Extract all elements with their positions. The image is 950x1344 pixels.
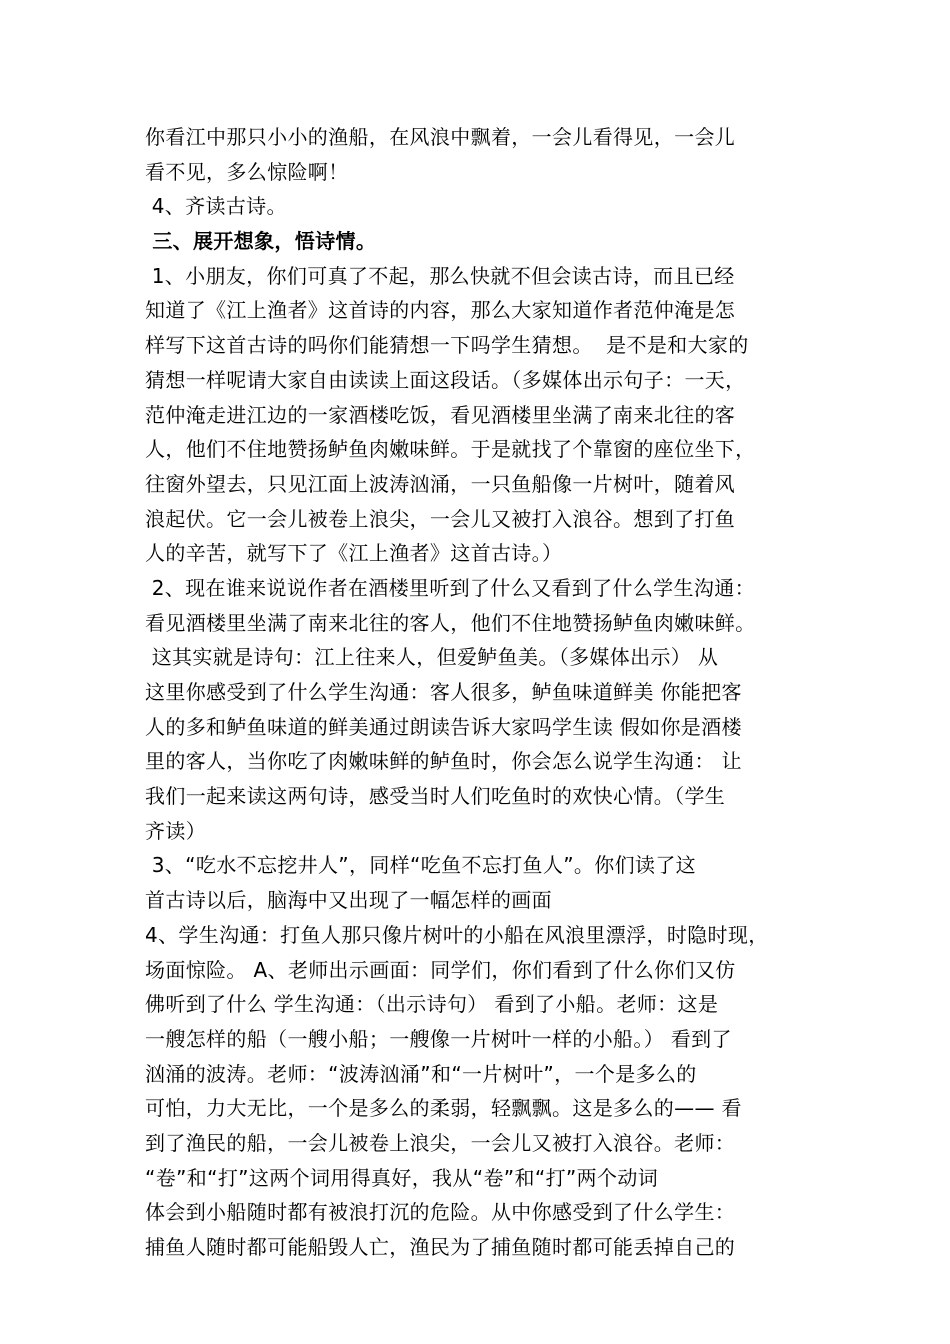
text-line: 佛听到了什么 学生沟通：（出示诗句） 看到了小船。老师：这是 [145,992,719,1017]
text-line: 捕鱼人随时都可能船毁人亡，渔民为了捕鱼随时都可能丢掉自己的 [145,1235,736,1259]
text-line: 看不见，多么惊险啊！ [145,159,349,184]
text-line: 体会到小船随时都有被浪打沉的危险。从中你感受到了什么学生： [145,1200,736,1225]
text-line: 到了渔民的船，一会儿被卷上浪尖，一会儿又被打入浪谷。老师： [145,1130,736,1155]
text-line: 看见酒楼里坐满了南来北往的客人，他们不住地赞扬鲈鱼肉嫩味鲜。 [145,610,756,635]
section-heading: 三、展开想象，悟诗情。 [145,229,377,254]
text-line: 浪起伏。它一会儿被卷上浪尖，一会儿又被打入浪谷。想到了打鱼 [145,506,736,531]
text-line: 范仲淹走进江边的一家酒楼吃饭，看见酒楼里坐满了南来北往的客 [145,402,736,427]
text-line: 人的多和鲈鱼味道的鲜美通过朗读告诉大家吗学生读 假如你是酒楼 [145,714,742,739]
text-line: 首古诗以后，脑海中又出现了一幅怎样的画面 [145,888,552,913]
text-line: 知道了《江上渔者》这首诗的内容，那么大家知道作者范仲淹是怎 [145,298,736,323]
text-line: 我们一起来读这两句诗，感受当时人们吃鱼时的欢快心情。（学生 [145,784,726,809]
text-line: 你看江中那只小小的渔船，在风浪中飘着，一会儿看得见，一会儿 [145,125,736,149]
text-line: 猜想一样呢请大家自由读读上面这段话。（多媒体出示句子：一天， [145,367,746,392]
text-line: 4、齐读古诗。 [145,194,287,219]
text-line: 1、小朋友，你们可真了不起，那么快就不但会读古诗，而且已经 [145,263,735,288]
text-line: 2、现在谁来说说作者在酒楼里听到了什么又看到了什么学生沟通： [145,575,755,600]
text-line: 齐读） [145,818,207,843]
text-line: 往窗外望去，只见江面上波涛汹涌，一只鱼船像一片树叶，随着风 [145,471,736,496]
text-line: 4、学生沟通：打鱼人那只像片树叶的小船在风浪里漂浮，时隐时现， [145,922,769,947]
text-line: 可怕，力大无比，一个是多么的柔弱，轻飘飘。这是多么的—— 看 [145,1096,742,1121]
text-line: 样写下这首古诗的吗你们能猜想一下吗学生猜想。 是不是和大家的 [145,333,749,358]
text-line: “卷”和“打”这两个词用得真好，我从“卷”和“打”两个动词 [145,1165,659,1190]
text-line: 一艘怎样的船（一艘小船；一艘像一片树叶一样的小船。） 看到了 [145,1026,732,1051]
document-body [145,120,810,1265]
text-line: 3、“吃水不忘挖井人”，同样“吃鱼不忘打鱼人”。你们读了这 [145,853,697,878]
text-line: 汹涌的波涛。老师：“波涛汹涌”和“一片树叶”，一个是多么的 [145,1061,697,1086]
text-line: 场面惊险。 A、老师出示画面：同学们，你们看到了什么你们又仿 [145,957,736,982]
text-line: 这里你感受到了什么学生沟通：客人很多，鲈鱼味道鲜美 你能把客 [145,680,742,704]
text-line: 里的客人，当你吃了肉嫩味鲜的鲈鱼时，你会怎么说学生沟通： 让 [145,749,742,774]
text-line: 人，他们不住地赞扬鲈鱼肉嫩味鲜。于是就找了个靠窗的座位坐下， [145,437,756,462]
text-line: 这其实就是诗句：江上往来人，但爱鲈鱼美。（多媒体出示） 从 [145,645,719,670]
text-line: 人的辛苦，就写下了《江上渔者》这首古诗。） [145,541,563,566]
